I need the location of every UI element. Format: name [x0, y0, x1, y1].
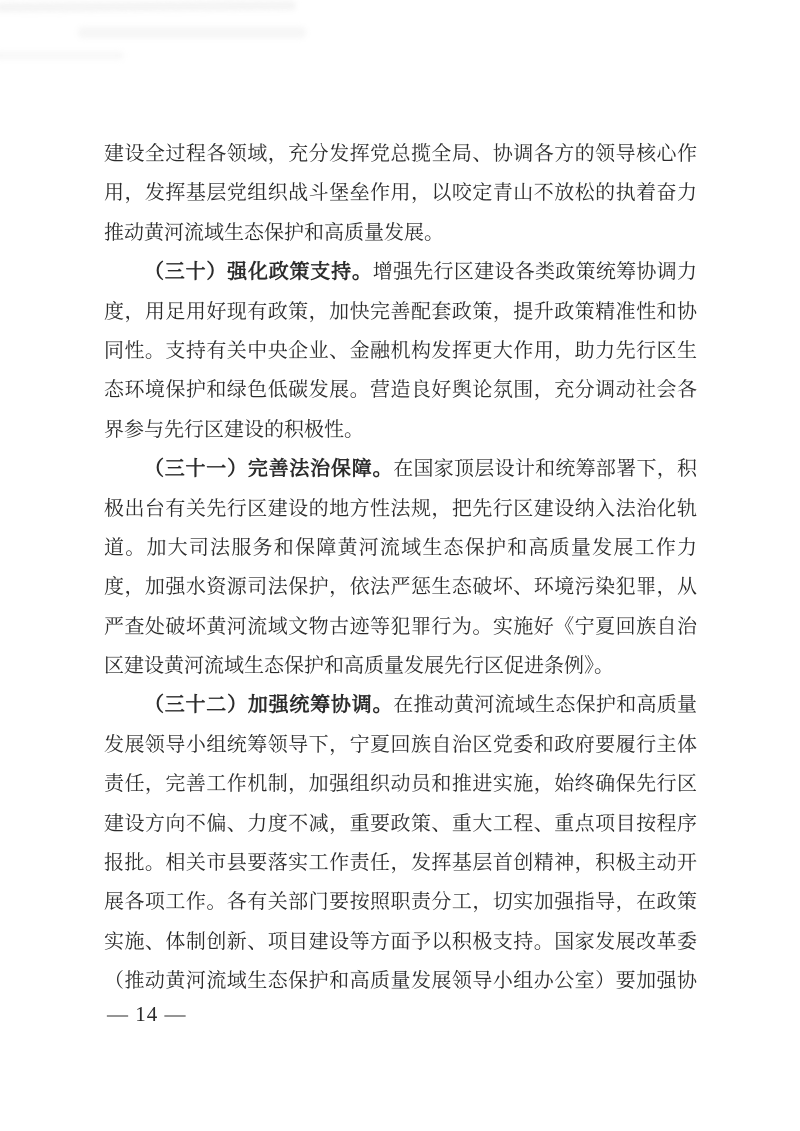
text-line: 度，加强水资源司法保护，依法严惩生态破坏、环境污染犯罪，从: [104, 576, 697, 599]
scan-smudge-artifact: [0, 1, 296, 12]
document-body: [104, 135, 697, 1002]
paragraph: [104, 253, 697, 450]
paragraph: [104, 135, 697, 253]
paragraph-heading: （三十一）完善法治保障。: [144, 458, 394, 481]
text-line: 同性。支持有关中央企业、金融机构发挥更大作用，助力先行区生: [104, 339, 697, 362]
page-footer: [107, 1002, 187, 1027]
text-line: 道。加大司法服务和保障黄河流域生态保护和高质量发展工作力: [104, 536, 697, 559]
text-line: 推动黄河流域生态保护和高质量发展。: [104, 221, 444, 244]
text-line: 发展领导小组统筹领导下，宁夏回族自治区党委和政府要履行主体: [104, 733, 697, 756]
text-line: 态环境保护和绿色低碳发展。营造良好舆论氛围，充分调动社会各: [104, 379, 697, 402]
page-number: — 14 —: [107, 1002, 187, 1026]
scan-smudge-artifact: [78, 27, 306, 38]
text-line: 实施、体制创新、项目建设等方面予以积极支持。国家发展改革委: [104, 930, 697, 953]
text-line: 责任，完善工作机制，加强组织动员和推进实施，始终确保先行区: [104, 773, 697, 796]
paragraph-heading: （三十二）加强统筹协调。: [144, 694, 394, 717]
paragraph: [104, 686, 697, 1001]
paragraph: [104, 450, 697, 686]
text-line: 严查处破坏黄河流域文物古迹等犯罪行为。实施好《宁夏回族自治: [104, 615, 697, 638]
text-line: 展各项工作。各有关部门要按照职责分工，切实加强指导，在政策: [104, 891, 697, 914]
text-line: （推动黄河流域生态保护和高质量发展领导小组办公室）要加强协: [104, 970, 697, 993]
text-line: 极出台有关先行区建设的地方性法规，把先行区建设纳入法治化轨: [104, 497, 697, 520]
paragraph-heading: （三十）强化政策支持。: [144, 261, 373, 284]
text-line: 建设方向不偏、力度不减，重要政策、重大工程、重点项目按程序: [104, 812, 697, 835]
text-line: （三十二）加强统筹协调。在推动黄河流域生态保护和高质量: [144, 694, 697, 717]
text-line: 建设全过程各领域，充分发挥党总揽全局、协调各方的领导核心作: [104, 143, 697, 165]
text-line: 报批。相关市县要落实工作责任，发挥基层首创精神，积极主动开: [104, 852, 697, 875]
text-line: 用，发挥基层党组织战斗堡垒作用，以咬定青山不放松的执着奋力: [104, 182, 697, 205]
text-line: （三十一）完善法治保障。在国家顶层设计和统筹部署下，积: [144, 458, 697, 481]
text-line: （三十）强化政策支持。增强先行区建设各类政策统筹协调力: [144, 261, 697, 284]
text-line: 度，用足用好现有政策，加快完善配套政策，提升政策精准性和协: [104, 300, 697, 323]
scan-smudge-artifact: [0, 52, 124, 59]
text-line: 区建设黄河流域生态保护和高质量发展先行区促进条例》。: [104, 655, 614, 678]
text-line: 界参与先行区建设的积极性。: [104, 418, 364, 441]
